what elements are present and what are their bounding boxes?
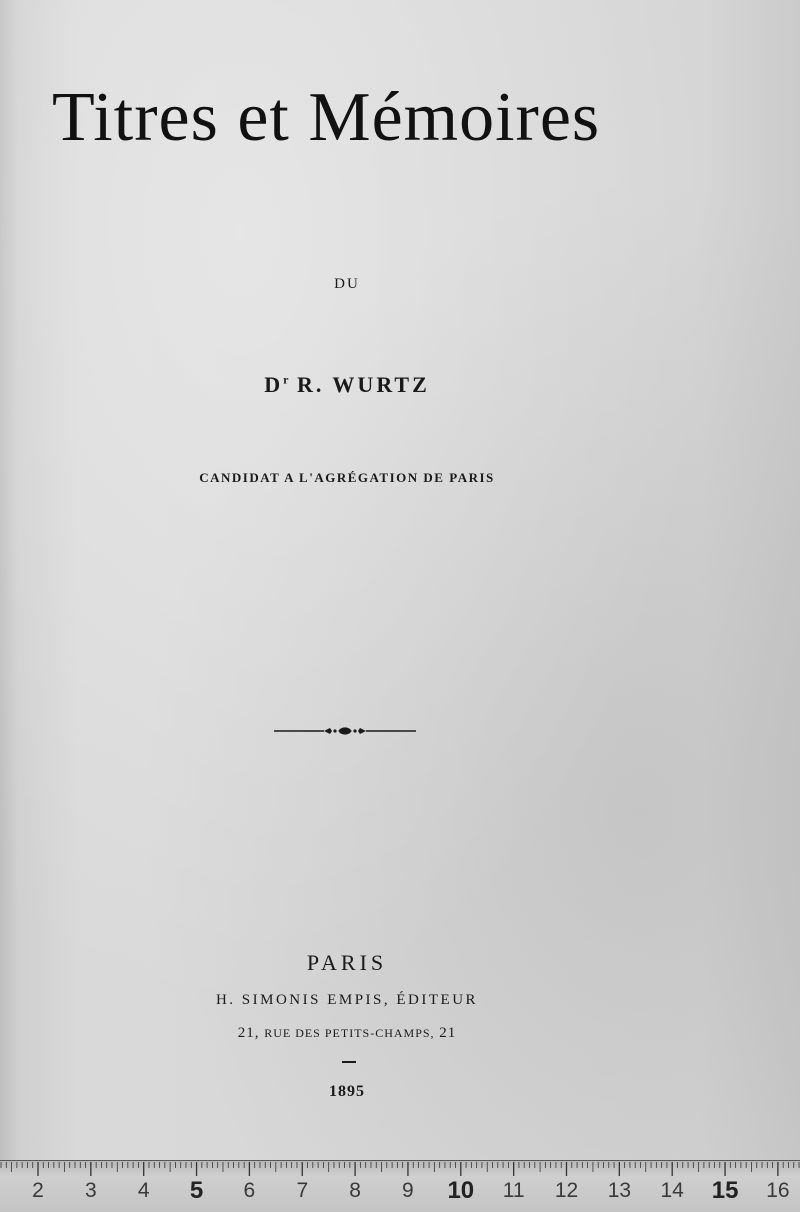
measuring-ruler [0,1160,800,1212]
ruler-number: 8 [349,1179,361,1202]
ruler-number: 10 [447,1177,475,1204]
address-street: RUE DES PETITS-CHAMPS, [264,1026,435,1040]
ruler-number: 12 [554,1179,579,1202]
ruler-number: 6 [243,1179,256,1202]
publication-year: 1895 [329,1083,365,1100]
ruler-number: 2 [32,1179,44,1202]
ruler-number: 5 [189,1177,204,1204]
ruler-number: 4 [137,1179,150,1202]
address-number-start: 21, [237,1025,260,1041]
document-title: Titres et Mémoires [52,79,601,156]
ruler-number: 3 [84,1179,97,1202]
ruler-number: 11 [502,1179,525,1202]
ruler-number: 7 [296,1179,309,1202]
publication-city: PARIS [306,950,388,975]
author-subtitle: CANDIDAT A L'AGRÉGATION DE PARIS [199,470,495,485]
ruler-number: 9 [402,1179,414,1202]
ruler-number: 13 [607,1179,632,1202]
ruler-number: 16 [766,1179,790,1202]
ruler-number: 15 [711,1177,739,1204]
publisher-line: H. SIMONIS EMPIS, ÉDITEUR [215,992,479,1008]
publisher-address [0,1025,694,1042]
ruler-number: 14 [660,1179,684,1202]
address-number-end: 21 [439,1025,457,1041]
author-prefix-superscript: r [283,372,289,387]
author-prefix: D [264,372,284,397]
author-name: R. WURTZ [296,372,430,397]
author-line [0,372,694,398]
separator-dash [342,1061,356,1063]
ornament-divider [272,722,418,740]
preposition-du: DU [334,276,360,292]
